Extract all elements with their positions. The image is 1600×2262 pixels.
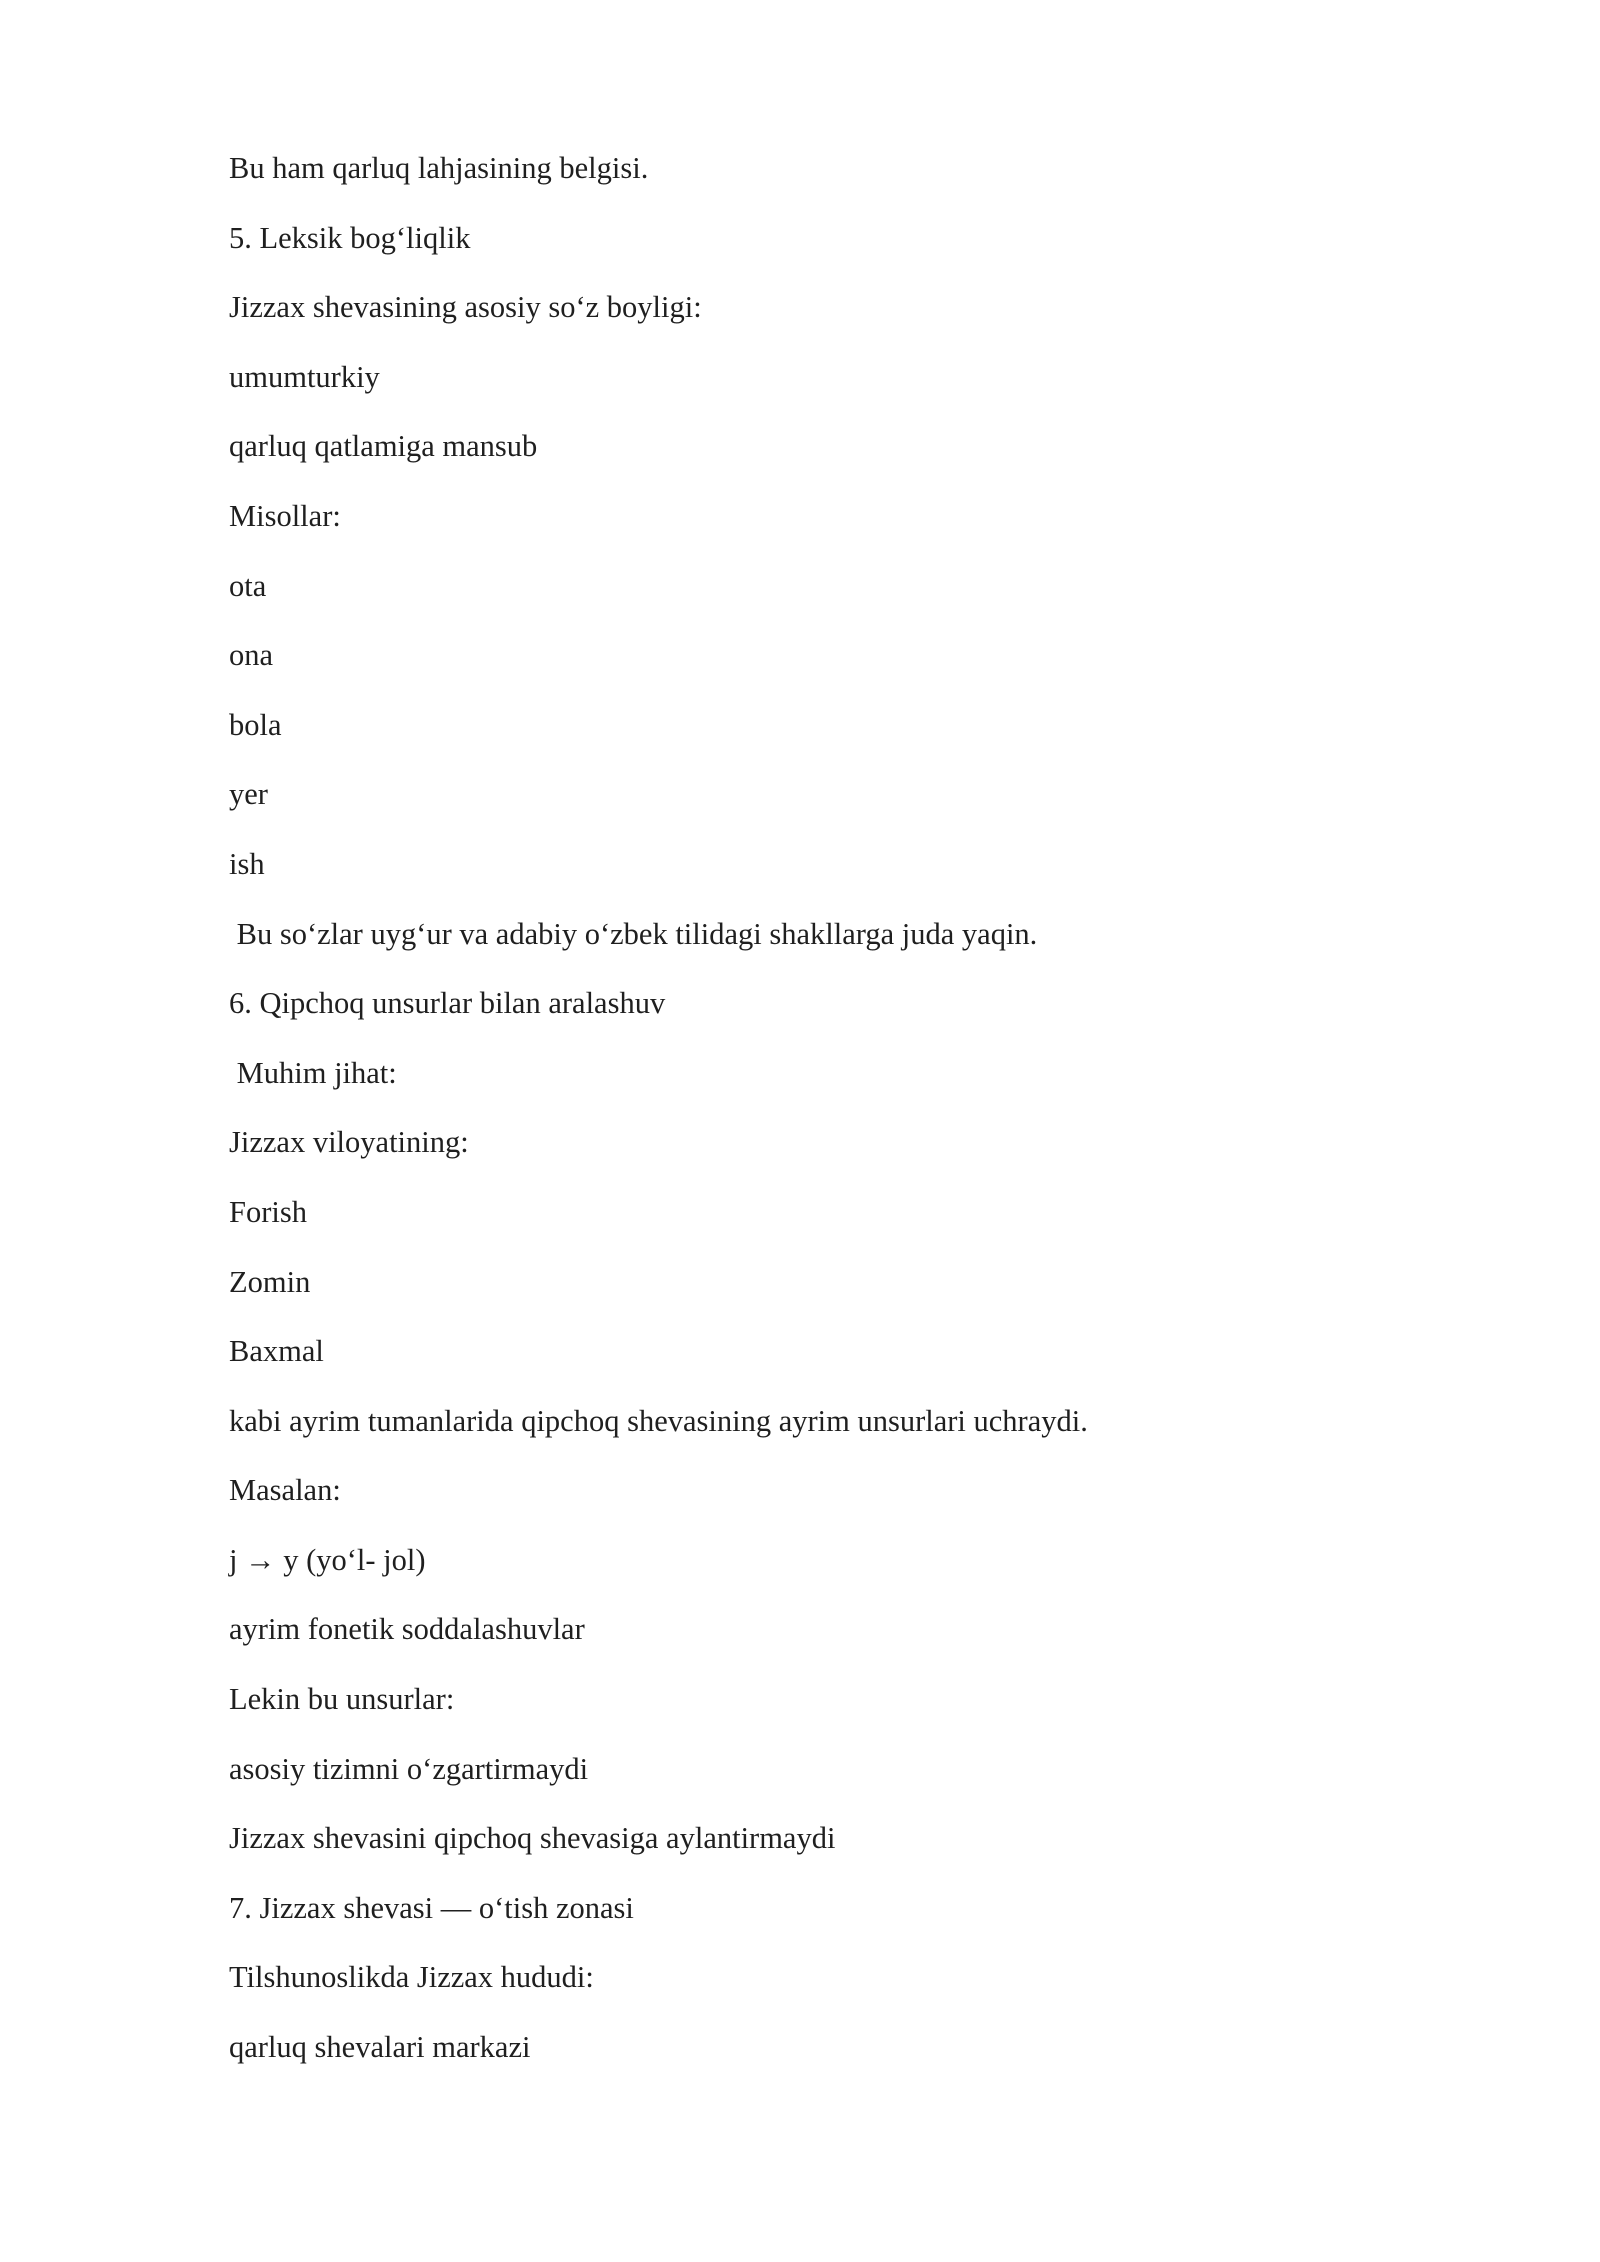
paragraph-line: Tilshunoslikda Jizzax hududi: <box>229 1960 594 1995</box>
paragraph-line: kabi ayrim tumanlarida qipchoq shevasining ayrim unsurlari uchraydi. <box>229 1403 1088 1438</box>
paragraph-line: Bu so‘zlar uyg‘ur va adabiy o‘zbek tilidagi shakllarga juda yaqin. <box>229 916 1038 951</box>
list-item: qarluq shevalari markazi <box>229 2030 531 2065</box>
paragraph-line: Lekin bu unsurlar: <box>229 1682 455 1717</box>
list-item: Jizzax shevasini qipchoq shevasiga aylantirmaydi <box>229 1821 836 1856</box>
list-item: bola <box>229 707 282 742</box>
list-item: Baxmal <box>229 1334 324 1369</box>
list-item: Zomin <box>229 1264 311 1299</box>
list-item: j → y (yo‘l- jol) <box>229 1542 426 1577</box>
document-body <box>229 148 1379 2097</box>
section-heading-5: 5. Leksik bog‘liqlik <box>229 220 471 255</box>
list-item: ona <box>229 638 274 673</box>
paragraph-line: Bu ham qarluq lahjasining belgisi. <box>229 151 649 185</box>
list-item: qarluq qatlamiga mansub <box>229 429 538 464</box>
paragraph-line: Jizzax viloyatining: <box>229 1125 469 1160</box>
list-item: umumturkiy <box>229 359 380 394</box>
paragraph-line: Jizzax shevasining asosiy so‘z boyligi: <box>229 290 702 325</box>
paragraph-line: Misollar: <box>229 498 341 533</box>
list-item: ayrim fonetik soddalashuvlar <box>229 1612 585 1647</box>
list-item: Forish <box>229 1194 307 1229</box>
list-item: ota <box>229 568 267 603</box>
paragraph-line: Muhim jihat: <box>229 1055 397 1090</box>
paragraph-line: Masalan: <box>229 1473 341 1508</box>
list-item: yer <box>229 777 268 812</box>
list-item: ish <box>229 846 265 881</box>
section-heading-7: 7. Jizzax shevasi — o‘tish zonasi <box>229 1890 634 1925</box>
list-item: asosiy tizimni o‘zgartirmaydi <box>229 1751 589 1786</box>
section-heading-6: 6. Qipchoq unsurlar bilan aralashuv <box>229 986 666 1021</box>
